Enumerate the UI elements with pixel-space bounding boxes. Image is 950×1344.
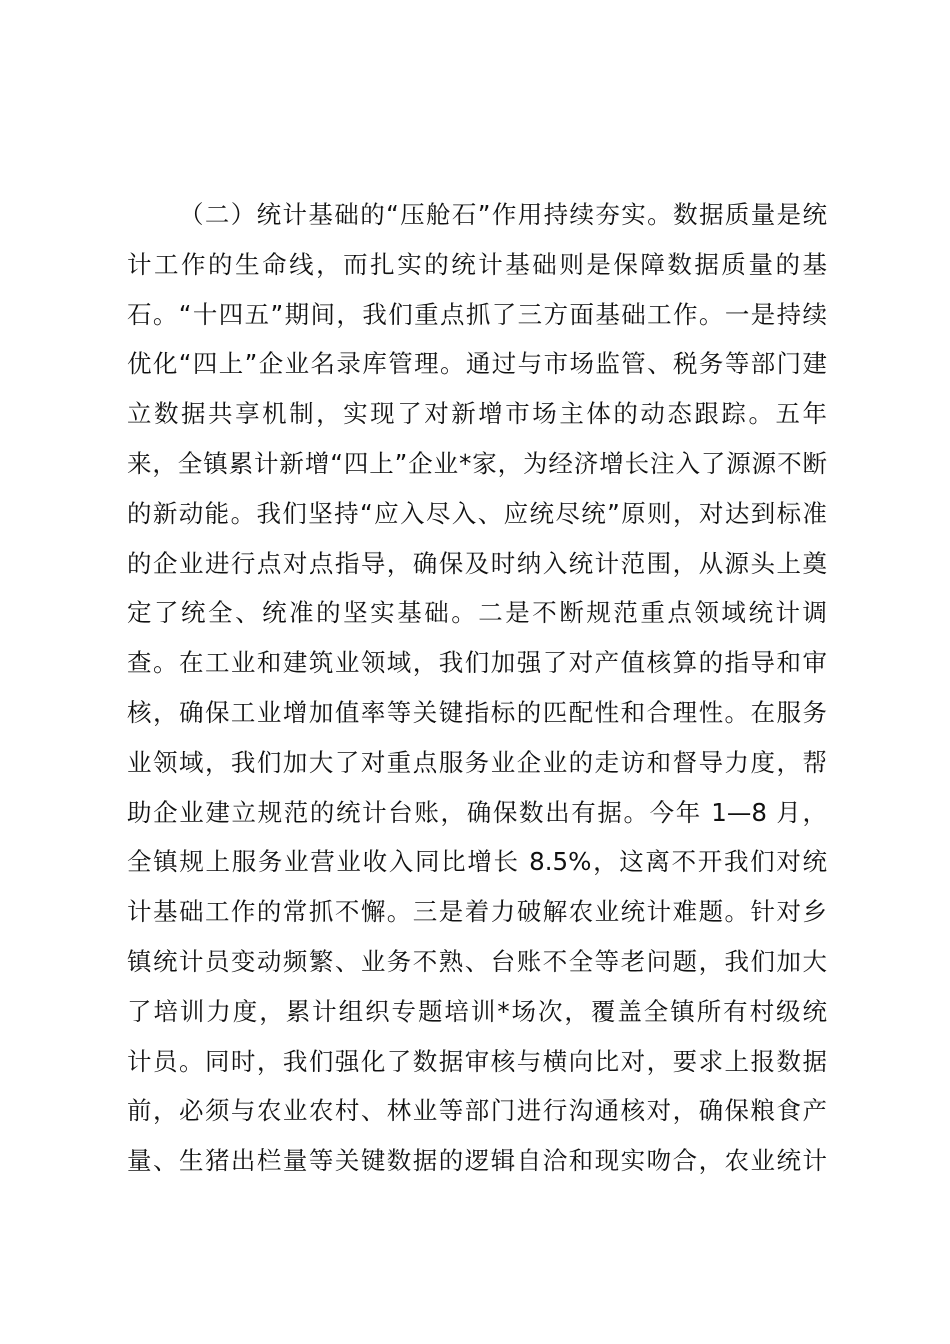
paragraph-line: 定了统全、统准的坚实基础。二是不断规范重点领域统计调 — [127, 598, 827, 628]
paragraph-line: 计基础工作的常抓不懈。三是着力破解农业统计难题。针对乡 — [127, 897, 827, 927]
paragraph-line: 查。在工业和建筑业领域，我们加强了对产值核算的指导和审 — [127, 648, 827, 678]
paragraph-line: 优化“四上”企业名录库管理。通过与市场监管、税务等部门建 — [127, 349, 827, 379]
paragraph-line: 核，确保工业增加值率等关键指标的匹配性和合理性。在服务 — [127, 697, 827, 727]
paragraph-line: 的新动能。我们坚持“应入尽入、应统尽统”原则，对达到标准 — [127, 498, 827, 528]
paragraph-line: 计工作的生命线，而扎实的统计基础则是保障数据质量的基 — [127, 249, 827, 279]
paragraph-line: 全镇规上服务业营业收入同比增长 8.5%，这离不开我们对统 — [127, 847, 827, 877]
paragraph-line: 了培训力度，累计组织专题培训*场次，覆盖全镇所有村级统 — [127, 996, 827, 1026]
paragraph-line: 量、生猪出栏量等关键数据的逻辑自洽和现实吻合，农业统计 — [127, 1146, 827, 1176]
paragraph-line: （二）统计基础的“压舱石”作用持续夯实。数据质量是统 — [179, 200, 827, 229]
paragraph-line: 石。“十四五”期间，我们重点抓了三方面基础工作。一是持续 — [127, 299, 827, 329]
body-paragraph — [127, 190, 827, 1186]
paragraph-line: 前，必须与农业农村、林业等部门进行沟通核对，确保粮食产 — [127, 1096, 827, 1126]
paragraph-line: 镇统计员变动频繁、业务不熟、台账不全等老问题，我们加大 — [127, 946, 827, 976]
paragraph-line: 助企业建立规范的统计台账，确保数出有据。今年 1—8 月， — [127, 797, 827, 827]
paragraph-line: 的企业进行点对点指导，确保及时纳入统计范围，从源头上奠 — [127, 548, 827, 578]
paragraph-line: 业领域，我们加大了对重点服务业企业的走访和督导力度，帮 — [127, 747, 827, 777]
paragraph-line: 计员。同时，我们强化了数据审核与横向比对，要求上报数据 — [127, 1046, 827, 1076]
paragraph-line: 立数据共享机制，实现了对新增市场主体的动态跟踪。五年 — [127, 399, 827, 429]
paragraph-line: 来，全镇累计新增“四上”企业*家，为经济增长注入了源源不断 — [127, 448, 827, 478]
